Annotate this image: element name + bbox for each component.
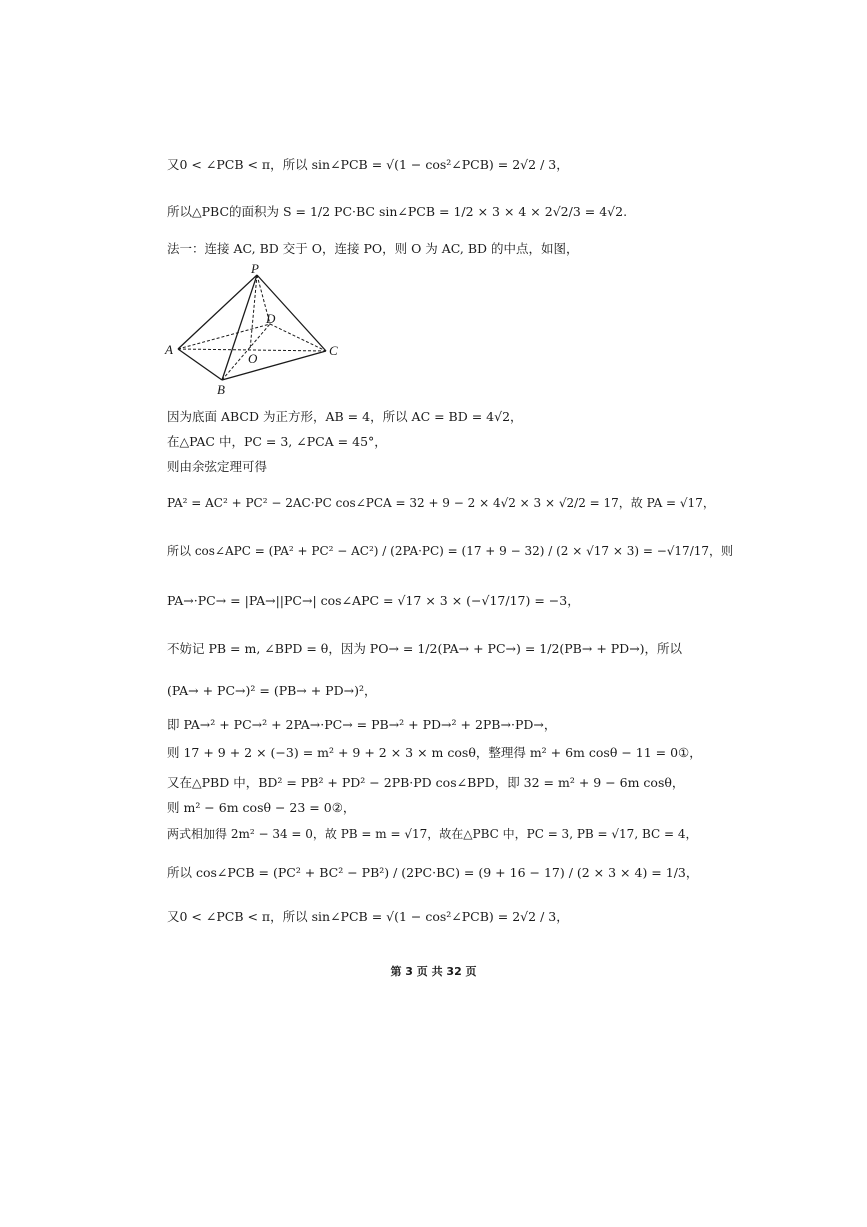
vertex-label-a: A bbox=[165, 342, 173, 357]
diagonal-bd bbox=[222, 324, 270, 380]
text-line-5: 在△PAC 中，PC = 3, ∠PCA = 45°， bbox=[167, 434, 387, 449]
text-line-11: (PA→ + PC→)² = (PB→ + PD→)²， bbox=[167, 683, 377, 698]
edge-dc bbox=[270, 324, 326, 351]
text-line-18: 又0 < ∠PCB < π，所以 sin∠PCB = √(1 − cos²∠PCB) = 2√2 / 3， bbox=[167, 909, 569, 924]
text-line-6: 则由余弦定理可得 bbox=[167, 459, 268, 474]
text-line-15: 则 m² − 6m cosθ − 23 = 0②， bbox=[167, 800, 356, 815]
text-line-14: 又在△PBD 中，BD² = PB² + PD² − 2PB·PD cos∠BPD，即 32 = m² + 9 − 6m cosθ， bbox=[167, 775, 685, 790]
pyramid-diagram bbox=[160, 262, 360, 397]
text-line-7: PA² = AC² + PC² − 2AC·PC cos∠PCA = 32 + 9 − 2 × 4√2 × 3 × √2/2 = 17，故 PA = √17， bbox=[167, 496, 715, 510]
text-line-16: 两式相加得 2m² − 34 = 0，故 PB = m = √17，故在△PBC 中，PC = 3, PB = √17, BC = 4， bbox=[167, 827, 698, 841]
text-line-12: 即 PA→² + PC→² + 2PA→·PC→ = PB→² + PD→² + 2PB→·PD→， bbox=[167, 717, 557, 732]
vertex-label-d: D bbox=[266, 311, 276, 326]
vertex-label-c: C bbox=[329, 343, 338, 358]
text-line-4: 因为底面 ABCD 为正方形，AB = 4，所以 AC = BD = 4√2， bbox=[167, 409, 523, 424]
text-line-13: 则 17 + 9 + 2 × (−3) = m² + 9 + 2 × 3 × m cosθ，整理得 m² + 6m cosθ − 11 = 0①， bbox=[167, 745, 702, 760]
page-footer: 第 3 页 共 32 页 bbox=[390, 965, 477, 978]
edge-bc bbox=[222, 351, 326, 380]
text-line-2: 所以△PBC的面积为 S = 1/2 PC·BC sin∠PCB = 1/2 × 3 × 4 × 2√2/3 = 4√2. bbox=[167, 204, 628, 219]
text-line-10: 不妨记 PB = m, ∠BPD = θ，因为 PO→ = 1/2(PA→ + PC→) = 1/2(PB→ + PD→)，所以 bbox=[167, 641, 683, 656]
vertex-label-p: P bbox=[251, 262, 259, 276]
pyramid-figure bbox=[160, 262, 360, 397]
vertex-label-b: B bbox=[217, 382, 225, 397]
text-line-17: 所以 cos∠PCB = (PC² + BC² − PB²) / (2PC·BC) = (9 + 16 − 17) / (2 × 3 × 4) = 1/3， bbox=[167, 865, 699, 880]
center-label-o: O bbox=[248, 351, 258, 366]
edge-ab bbox=[178, 349, 222, 380]
text-line-3: 法一：连接 AC, BD 交于 O，连接 PO，则 O 为 AC, BD 的中点，如图， bbox=[167, 241, 579, 256]
text-line-1: 又0 < ∠PCB < π，所以 sin∠PCB = √(1 − cos²∠PCB) = 2√2 / 3， bbox=[167, 157, 569, 172]
text-line-8: 所以 cos∠APC = (PA² + PC² − AC²) / (2PA·PC) = (17 + 9 − 32) / (2 × √17 × 3) = −√17/17，则 bbox=[167, 544, 734, 558]
text-line-9: PA→·PC→ = |PA→||PC→| cos∠APC = √17 × 3 × (−√17/17) = −3， bbox=[167, 593, 580, 608]
